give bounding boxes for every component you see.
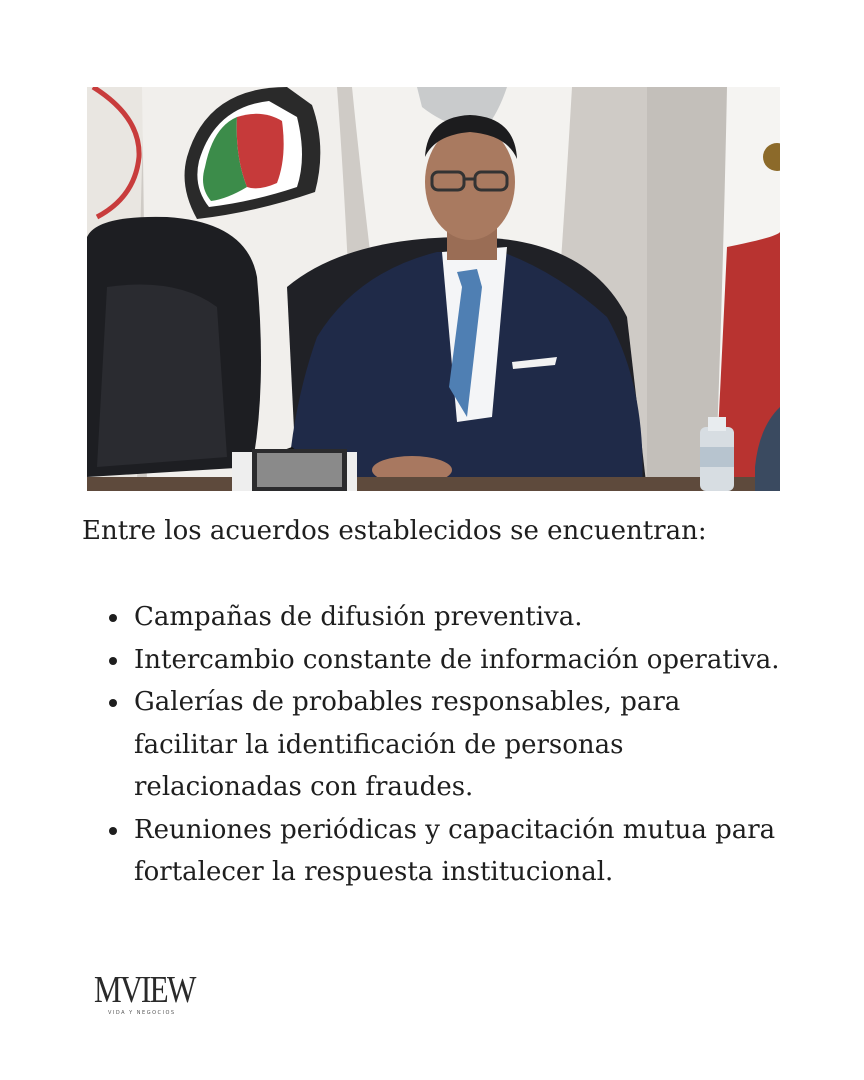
list-item: Galerías de probables responsables, para facilitar la identificación de personas relacionadas con fraudes. [82,681,782,809]
logo-wordmark: MVIEW [94,969,195,1011]
meeting-photo [87,87,780,491]
list-item: Intercambio constante de información operativa. [82,639,782,682]
intro-text: Entre los acuerdos establecidos se encuentran: [82,516,707,546]
list-item: Reuniones periódicas y capacitación mutua para fortalecer la respuesta institucional. [82,809,782,894]
logo-tagline: VIDA Y NEGOCIOS [108,1010,176,1016]
list-item: Campañas de difusión preventiva. [82,596,782,639]
mview-logo [94,970,204,1016]
agreements-list [82,596,782,894]
meeting-photo-illustration [87,87,780,491]
